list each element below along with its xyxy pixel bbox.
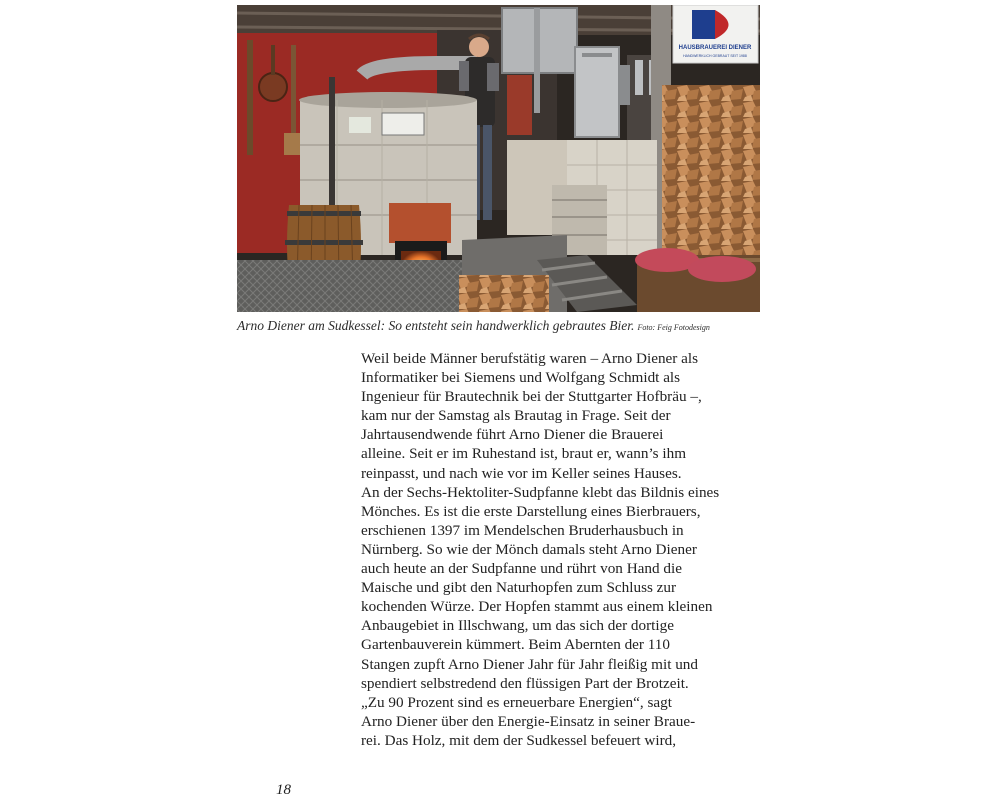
text-line: Stangen zupft Arno Diener Jahr für Jahr fleißig mit und: [361, 655, 698, 673]
caption-text: Arno Diener am Sudkessel: So entsteht sein handwerklich gebrautes Bier.: [237, 318, 635, 333]
text-line: Nürnberg. So wie der Mönch damals steht Arno Diener: [361, 540, 697, 558]
text-line: rei. Das Holz, mit dem der Sudkessel befeuert wird,: [361, 731, 677, 749]
brewery-sign: [673, 5, 758, 63]
text-line: Mönches. Es ist die erste Darstellung eines Bierbrauers,: [361, 502, 701, 520]
text-line: Ingenieur für Brautechnik bei der Stuttgarter Hofbräu –,: [361, 388, 702, 406]
photo-credit: Foto: Feig Fotodesign: [637, 323, 710, 332]
sign-title: HAUSBRAUEREI DIENER: [678, 45, 752, 51]
text-line: Anbaugebiet in Illschwang, um das sich der dortige: [361, 617, 674, 635]
text-line: Jahrtausendwende führt Arno Diener die Brauerei: [361, 426, 664, 444]
text-line: Maische und gibt den Naturhopfen zum Schluss zur: [361, 579, 677, 597]
text-line: An der Sechs-Hektoliter-Sudpfanne klebt das Bildnis eines: [361, 483, 720, 501]
text-line: reinpasst, und nach wie vor im Keller seines Hauses.: [361, 464, 682, 482]
text-line: Weil beide Männer berufstätig waren – Arno Diener als: [361, 350, 699, 367]
text-line: Gartenbauverein kümmert. Beim Abernten der 110: [361, 636, 670, 654]
text-line: auch heute an der Sudpfanne und rührt von Hand die: [361, 560, 682, 578]
brewery-photo: [237, 5, 760, 312]
text-line: erschienen 1397 im Mendelschen Bruderhausbuch in: [361, 521, 684, 539]
text-line: kochenden Würze. Der Hopfen stammt aus einem kleinen: [361, 598, 713, 616]
photo-caption: [237, 318, 797, 334]
page-number: 18: [276, 782, 291, 798]
article-body: [361, 349, 720, 750]
text-line: Informatiker bei Siemens und Wolfgang Schmidt als: [361, 369, 681, 387]
sign-subtitle: HANDWERKLICH GEBRAUT SEIT 1988: [683, 54, 747, 58]
text-line: spendiert selbstredend den flüssigen Part der Brotzeit.: [361, 674, 689, 692]
text-line: alleine. Seit er im Ruhestand ist, braut er, wann’s ihm: [361, 445, 687, 463]
text-line: kam nur der Samstag als Brautag in Frage. Seit der: [361, 407, 671, 425]
text-line: Arno Diener über den Energie-Einsatz in seiner Braue-: [361, 712, 696, 730]
text-line: „Zu 90 Prozent sind es erneuerbare Energien“, sagt: [361, 693, 672, 711]
brewery-illustration: [237, 5, 760, 312]
